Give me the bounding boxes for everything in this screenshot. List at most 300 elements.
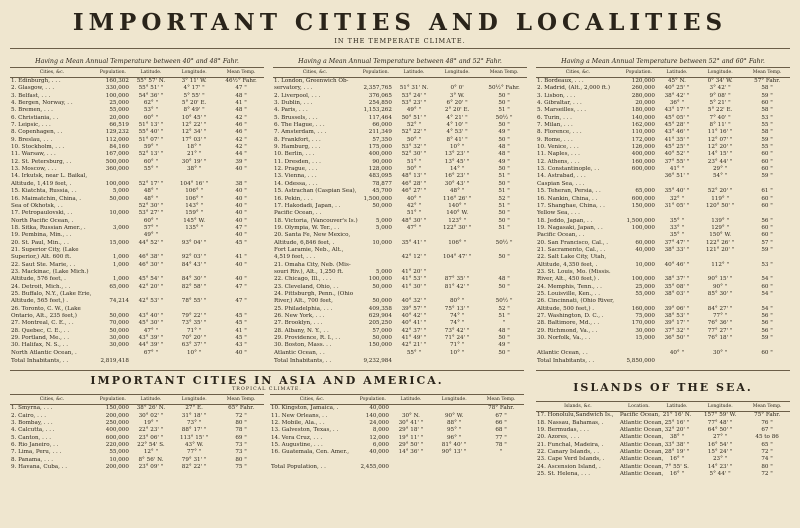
table-cell: 100,000 bbox=[631, 276, 655, 283]
table-cell: 1,500,000 bbox=[363, 195, 392, 202]
total-cell bbox=[696, 357, 744, 365]
table-cell: 15. Astrachan (Caspian Sea), bbox=[274, 188, 357, 195]
table-cell bbox=[433, 247, 481, 254]
table-cell: 22. Salt Lake City, Utah, bbox=[537, 254, 607, 261]
table-cell: Atlantic Ocean, bbox=[619, 427, 664, 434]
table-cell: 104° 47' " bbox=[442, 254, 472, 261]
table-cell bbox=[620, 350, 658, 357]
table-cell: 50° 51' " bbox=[401, 114, 427, 121]
table-cell: 40 " bbox=[235, 276, 247, 283]
table-cell: 2. Cairo, . . . bbox=[11, 412, 47, 419]
total-cell bbox=[744, 357, 790, 365]
table-row bbox=[270, 413, 524, 420]
table-cell bbox=[132, 269, 170, 276]
table-cell: 5° 21' " bbox=[709, 100, 731, 107]
table-row bbox=[273, 320, 527, 327]
table-row bbox=[270, 435, 524, 442]
table-row bbox=[536, 137, 790, 144]
table-row bbox=[10, 306, 264, 313]
table-cell: 17. Petropaulovski, . . bbox=[11, 210, 73, 217]
table-cell: 59 " bbox=[761, 173, 773, 180]
table-cell bbox=[658, 269, 696, 276]
table-cell: 47° " bbox=[143, 327, 159, 334]
table-row bbox=[10, 78, 264, 86]
table-row bbox=[273, 232, 527, 239]
table-cell: 29. Portland, Me., . . bbox=[11, 335, 70, 342]
table-cell: 140° " bbox=[448, 202, 467, 209]
table-row bbox=[273, 254, 527, 261]
table-row bbox=[270, 457, 524, 464]
table-cell bbox=[395, 78, 433, 86]
table-cell: 72 " bbox=[235, 412, 247, 419]
table-cell bbox=[744, 254, 790, 261]
table-cell: 167,000 bbox=[105, 151, 129, 158]
table-cell: 5. Marseilles, . . . bbox=[537, 107, 587, 114]
data-table bbox=[273, 67, 527, 365]
table-cell bbox=[170, 247, 218, 254]
table-cell bbox=[357, 262, 395, 269]
table-cell: 42° 20' " bbox=[138, 283, 164, 290]
table-cell: 60 " bbox=[761, 151, 773, 158]
table-cell: 84° 30' " bbox=[181, 276, 207, 283]
table-cell: 20,000 bbox=[635, 100, 655, 107]
table-cell: Pacific Ocean, . . bbox=[274, 210, 322, 217]
table-cell: 16. Nankin, China, . . bbox=[537, 195, 598, 202]
table-cell bbox=[395, 262, 433, 269]
table-cell: 14° " bbox=[449, 166, 465, 173]
table-cell: 112° " bbox=[711, 261, 730, 268]
column-header: Population. bbox=[94, 395, 132, 405]
table-row bbox=[536, 412, 790, 420]
table-cell: 28. Quebec, C. E., . . bbox=[11, 327, 70, 334]
table-row bbox=[10, 457, 264, 464]
table-row bbox=[10, 350, 264, 357]
table-cell: 330,000 bbox=[105, 85, 129, 92]
table-cell: 59 " bbox=[761, 92, 773, 99]
column-header: Latitude. bbox=[132, 395, 170, 405]
table-cell: 5,000 bbox=[375, 217, 392, 224]
table-cell bbox=[218, 306, 264, 313]
table-row bbox=[536, 100, 790, 107]
table-cell: 60 " bbox=[761, 202, 773, 209]
table-cell: 3. Lisbon, . . . bbox=[537, 92, 576, 99]
table-cell bbox=[94, 203, 132, 210]
column-header: Longitude. bbox=[696, 402, 744, 412]
table-cell bbox=[94, 247, 132, 254]
table-cell: 52° 20' " bbox=[707, 188, 733, 195]
table-cell: 76° 18' " bbox=[707, 335, 733, 342]
table-cell: 67° " bbox=[143, 349, 159, 356]
table-cell: 42° 37' " bbox=[401, 327, 427, 334]
table-cell: 47° " bbox=[406, 224, 422, 231]
table-cell: 73 " bbox=[235, 442, 247, 449]
table-cell: 19° 11' " bbox=[398, 434, 424, 441]
table-row bbox=[536, 196, 790, 203]
table-cell: 6,000 bbox=[372, 442, 389, 449]
table-cell: 40 " bbox=[235, 166, 247, 173]
table-cell: 31° 18' " bbox=[181, 412, 207, 419]
table-cell: North Atlantic Ocean, . bbox=[11, 349, 77, 356]
table-cell: 53° 27' " bbox=[138, 210, 164, 217]
header-row bbox=[10, 395, 264, 405]
column-header: Longitude. bbox=[430, 395, 478, 405]
column-header: Cities, &c. bbox=[270, 395, 354, 405]
table-cell: 50 " bbox=[498, 136, 510, 143]
total-row bbox=[10, 357, 264, 365]
table-cell: 21. Sacramento, Cal., . . bbox=[537, 246, 606, 253]
table-cell bbox=[696, 254, 744, 261]
table-cell: 128,000 bbox=[368, 166, 392, 173]
table-cell: 16° 23' " bbox=[444, 173, 470, 180]
table-cell: 260,000 bbox=[631, 85, 655, 92]
table-cell: 6. The Hague, . . . bbox=[274, 122, 325, 129]
table-row bbox=[273, 335, 527, 342]
table-cell: 145° W. bbox=[183, 217, 206, 224]
table-cell: 12° " bbox=[143, 449, 159, 456]
table-cell bbox=[433, 78, 481, 86]
table-row bbox=[273, 137, 527, 144]
table-cell: 66 " bbox=[495, 420, 507, 427]
table-cell: 23° 06' " bbox=[138, 434, 164, 441]
table-cell: 8° 49' " bbox=[183, 107, 205, 114]
table-cell: 55° 51' " bbox=[138, 85, 164, 92]
table-cell: 11° 16' " bbox=[707, 129, 733, 136]
table-cell: 51° 07' " bbox=[138, 136, 164, 143]
table-cell: 75° Fahr. bbox=[754, 412, 781, 419]
table-cell: 58 " bbox=[761, 85, 773, 92]
table-cell: 48° " bbox=[143, 188, 159, 195]
table-cell bbox=[94, 306, 132, 313]
panel-heading: Having a Mean Annual Temperature between 40° and 48° Fahr. bbox=[35, 58, 239, 65]
table-cell: 211,349 bbox=[368, 129, 392, 136]
table-row bbox=[273, 115, 527, 122]
table-cell: 39° 17' " bbox=[664, 320, 690, 327]
table-cell: 71° 24' " bbox=[444, 335, 470, 342]
table-cell: 175,000 bbox=[368, 144, 392, 151]
table-cell: 51° 13' " bbox=[138, 122, 164, 129]
table-row bbox=[536, 188, 790, 195]
table-cell: 82° 22' " bbox=[181, 464, 207, 471]
table-row bbox=[536, 442, 790, 449]
header-row bbox=[273, 68, 527, 78]
table-cell: 172,000 bbox=[631, 136, 655, 143]
table-cell: 50½ " bbox=[495, 239, 513, 246]
table-cell: 50 " bbox=[498, 349, 510, 356]
table-cell: 48° 13' " bbox=[401, 173, 427, 180]
table-row bbox=[10, 100, 264, 107]
table-cell: 23° " bbox=[712, 456, 728, 463]
table-cell: 104° 16' " bbox=[179, 180, 209, 187]
table-row bbox=[10, 313, 264, 320]
table-cell: 73 " bbox=[235, 449, 247, 456]
table-cell bbox=[481, 232, 527, 239]
table-cell: 30° 43' " bbox=[444, 180, 470, 187]
table-cell: 15,000 bbox=[635, 335, 655, 342]
table-row bbox=[536, 342, 790, 349]
table-cell: 37° 55' " bbox=[664, 158, 690, 165]
table-cell: 43° W. bbox=[185, 442, 204, 449]
table-row bbox=[10, 240, 264, 247]
table-row bbox=[10, 298, 264, 305]
table-cell: 51° " bbox=[406, 158, 422, 165]
table-cell: 119° " bbox=[711, 195, 730, 202]
table-cell: 67 " bbox=[495, 412, 507, 419]
table-cell bbox=[620, 181, 658, 188]
table-cell: 62° " bbox=[143, 100, 159, 107]
table-cell: 2° 20' E. bbox=[444, 107, 470, 114]
table-cell: 73° 35' " bbox=[181, 320, 207, 327]
table-cell bbox=[620, 210, 658, 217]
table-cell bbox=[620, 298, 658, 305]
table-row bbox=[10, 188, 264, 195]
table-cell: 30,000 bbox=[109, 342, 129, 349]
table-cell: 4° 21' " bbox=[446, 114, 468, 121]
table-row bbox=[273, 203, 527, 210]
table-cell: 77 " bbox=[495, 434, 507, 441]
table-cell: 52° 17' " bbox=[138, 180, 164, 187]
table-cell: 43° 40' " bbox=[138, 313, 164, 319]
table-row bbox=[273, 225, 527, 232]
table-cell: 7. Leipsic, . . . bbox=[11, 122, 51, 129]
column-header: Mean Temp. bbox=[218, 68, 264, 78]
table-cell: 20. Azores, . . . bbox=[537, 434, 580, 441]
total-cell bbox=[395, 357, 433, 365]
table-cell: 113° 15' " bbox=[179, 434, 209, 441]
table-cell: 31° 05' " bbox=[664, 202, 690, 209]
table-row bbox=[273, 151, 527, 158]
table-cell: 50½ " bbox=[495, 114, 513, 121]
column-header: Population. bbox=[620, 68, 658, 78]
table-cell: 42° 21' " bbox=[401, 342, 427, 349]
table-cell: 52° 22' " bbox=[401, 129, 427, 136]
table-cell: 1,000 bbox=[112, 276, 129, 283]
table-row bbox=[10, 166, 264, 173]
table-cell: 65 " bbox=[761, 441, 773, 448]
table-row bbox=[536, 276, 790, 283]
table-cell bbox=[620, 173, 658, 180]
table-cell: 50 " bbox=[498, 335, 510, 342]
table-row bbox=[536, 262, 790, 269]
table-cell: 45 " bbox=[235, 313, 247, 319]
table-cell: 92° 03' " bbox=[181, 254, 207, 261]
table-cell: 74,214 bbox=[109, 298, 129, 305]
table-cell: 40,000 bbox=[635, 246, 655, 253]
table-row bbox=[536, 218, 790, 225]
table-cell: 19. Bermudas, . . . bbox=[537, 427, 589, 434]
table-cell: Atlantic Ocean, bbox=[619, 441, 664, 448]
table-cell: 49 " bbox=[498, 129, 510, 136]
table-cell: 33° 38' " bbox=[664, 441, 690, 448]
table-cell bbox=[392, 405, 430, 413]
table-cell: 70° 20' " bbox=[181, 335, 207, 342]
table-cell: 10. Berlin, . . . bbox=[274, 151, 315, 158]
table-cell bbox=[132, 247, 170, 254]
table-cell: 150,000 bbox=[368, 342, 392, 349]
table-cell: 22. Canary Islands, . . bbox=[537, 449, 599, 456]
table-cell bbox=[94, 350, 132, 357]
table-cell: 18. Nassau, Bahamas, . bbox=[537, 419, 604, 426]
table-cell: 9. Rome, . . . bbox=[537, 136, 573, 143]
column-header: Latitude. bbox=[658, 68, 696, 78]
table-row bbox=[536, 151, 790, 158]
table-row bbox=[273, 262, 527, 269]
table-cell: 77° " bbox=[186, 449, 202, 456]
table-cell: North Pacific Ocean, . bbox=[11, 217, 74, 224]
table-cell: 27° E. bbox=[185, 405, 203, 412]
table-cell: 41° 20' " bbox=[401, 268, 427, 275]
table-cell: 38° 26' N. bbox=[136, 405, 166, 412]
table-row bbox=[10, 115, 264, 122]
table-cell: 14. Irkutsk, near L. Baikal, bbox=[11, 173, 88, 180]
header-row bbox=[536, 402, 790, 412]
table-cell: 6. Rio Janeiro, . . bbox=[11, 442, 59, 449]
table-cell: 126,000 bbox=[631, 144, 655, 151]
table-cell: 40° 46' " bbox=[664, 261, 690, 268]
table-cell: 45° 05' " bbox=[664, 114, 690, 121]
table-cell: 56 " bbox=[761, 313, 773, 319]
table-row bbox=[536, 107, 790, 114]
table-cell: 50 " bbox=[498, 180, 510, 187]
table-row bbox=[10, 284, 264, 291]
table-row bbox=[273, 93, 527, 100]
table-cell: 160,000 bbox=[631, 305, 655, 312]
table-cell: 14. Odessa, . . . bbox=[274, 180, 318, 187]
table-cell: 49° " bbox=[143, 232, 159, 239]
table-cell: 7. Amsterdam, . . . bbox=[274, 129, 327, 136]
table-cell: 254,850 bbox=[368, 100, 392, 107]
table-row bbox=[10, 405, 264, 413]
table-cell: Atlantic Ocean, bbox=[619, 456, 664, 463]
table-cell: 55,000 bbox=[635, 290, 655, 297]
table-cell: 27. Montreal, C. E., . . bbox=[11, 320, 74, 327]
table-cell bbox=[478, 457, 524, 464]
table-cell: 157° 59' W. bbox=[704, 412, 737, 419]
table-cell: 46° 30' " bbox=[138, 261, 164, 268]
table-cell: 18. Victoria, (Vancouver's Is.) bbox=[274, 217, 358, 224]
column-header: Longitude. bbox=[696, 68, 744, 78]
table-cell: 21. Funchal, Madeira, . bbox=[537, 441, 604, 448]
table-cell: 600,000 bbox=[631, 195, 655, 202]
tropical-tables bbox=[10, 394, 524, 471]
table-cell bbox=[170, 291, 218, 298]
temperature-panel bbox=[10, 52, 264, 365]
table-row bbox=[536, 181, 790, 188]
table-cell: 40° 32' " bbox=[401, 298, 427, 305]
table-cell bbox=[620, 269, 658, 276]
table-cell: servatory, . . . bbox=[274, 85, 313, 92]
table-cell: 84,160 bbox=[109, 144, 129, 151]
table-cell: 120,000 bbox=[631, 78, 655, 84]
table-cell: Altitude, 565 feet,) . bbox=[11, 298, 69, 305]
table-cell: 60,000 bbox=[635, 239, 655, 246]
table-cell: 100,000 bbox=[631, 224, 655, 231]
table-row bbox=[273, 166, 527, 173]
table-cell: 77° " bbox=[712, 313, 728, 319]
table-cell: 3. Bombay, . . . bbox=[11, 420, 53, 427]
table-cell: 40 " bbox=[235, 349, 247, 356]
table-cell: 46 " bbox=[235, 129, 247, 136]
table-cell: 36° 50' " bbox=[664, 335, 690, 342]
table-cell: 78,877 bbox=[372, 180, 392, 187]
table-cell: 65,000 bbox=[635, 188, 655, 195]
table-cell: 73° 42' " bbox=[444, 327, 470, 334]
islands-title: ISLANDS OF THE SEA. bbox=[573, 381, 753, 395]
table-cell: 117,464 bbox=[368, 114, 392, 121]
table-cell: Atlantic Ocean, bbox=[619, 434, 664, 441]
table-cell: 10° " bbox=[449, 144, 465, 151]
table-cell: 40 " bbox=[235, 195, 247, 202]
table-cell: Altitude, 576 feet, . bbox=[11, 276, 66, 283]
table-cell bbox=[433, 232, 481, 239]
column-header: Cities, &c. bbox=[10, 68, 94, 78]
table-cell: 90° 15' " bbox=[707, 276, 733, 283]
data-table bbox=[536, 67, 790, 365]
table-cell bbox=[536, 342, 620, 349]
table-cell: 110,000 bbox=[631, 129, 655, 136]
table-cell: 5° 22' E. bbox=[707, 107, 733, 114]
table-cell: 60 " bbox=[761, 100, 773, 107]
table-cell: 53° 32' " bbox=[401, 144, 427, 151]
table-cell: 22. Saut Ste. Marie, . . bbox=[11, 261, 76, 268]
table-row bbox=[536, 115, 790, 122]
table-cell: Altitude, 6,846 feet, . bbox=[274, 239, 335, 246]
table-cell: 73° " bbox=[186, 420, 202, 427]
table-row bbox=[10, 159, 264, 166]
table-cell: 12° 22' " bbox=[181, 122, 207, 129]
table-cell: 12. Mobile, Ala., . . bbox=[271, 420, 325, 427]
table-cell: 24. Pittsburgh, Penn., (Ohio bbox=[274, 290, 354, 297]
table-cell: 43° 17' " bbox=[664, 107, 690, 114]
table-row bbox=[273, 122, 527, 129]
table-cell: 42° " bbox=[406, 202, 422, 209]
table-cell bbox=[744, 210, 790, 217]
table-cell: 88° " bbox=[446, 420, 462, 427]
table-cell: 58 " bbox=[761, 107, 773, 114]
table-cell: Atlantic Ocean, . . bbox=[537, 349, 588, 356]
table-cell: 40° 25' " bbox=[664, 85, 690, 92]
table-cell: 12° 20' " bbox=[707, 144, 733, 151]
table-cell: Sea of Okhotsk, . . bbox=[11, 202, 63, 209]
table-row bbox=[10, 151, 264, 158]
table-cell: 44 " bbox=[235, 151, 247, 158]
total-cell bbox=[170, 357, 218, 365]
table-row bbox=[10, 427, 264, 434]
table-cell: 66,000 bbox=[372, 122, 392, 129]
table-cell: 52° " bbox=[406, 122, 422, 129]
table-cell: 46° 27' " bbox=[401, 188, 427, 195]
table-cell: 139° " bbox=[711, 217, 730, 224]
table-cell bbox=[696, 269, 744, 276]
panel-heading: Having a Mean Annual Temperature between 52° and 60° Fahr. bbox=[561, 58, 765, 65]
table-cell: 51 " bbox=[498, 107, 510, 114]
table-row bbox=[536, 420, 790, 427]
table-cell: 49° " bbox=[406, 107, 422, 114]
total-cell bbox=[132, 357, 170, 365]
total-cell bbox=[481, 357, 527, 365]
table-row bbox=[536, 298, 790, 305]
table-cell: 500,000 bbox=[105, 158, 129, 165]
table-cell: 12. Athens, . . . bbox=[537, 158, 580, 165]
table-cell: 63° 37' " bbox=[181, 342, 207, 349]
table-cell: 20,000 bbox=[109, 114, 129, 121]
table-cell: 4° 17' " bbox=[183, 85, 205, 92]
total-cell: Total Inhabitants, . . bbox=[537, 358, 595, 365]
table-cell: 50½ " bbox=[495, 298, 513, 305]
table-row bbox=[536, 85, 790, 92]
table-cell: 39° 06' " bbox=[664, 305, 690, 312]
table-cell: 629,904 bbox=[368, 313, 392, 319]
column-header: Mean Temp. bbox=[481, 68, 527, 78]
